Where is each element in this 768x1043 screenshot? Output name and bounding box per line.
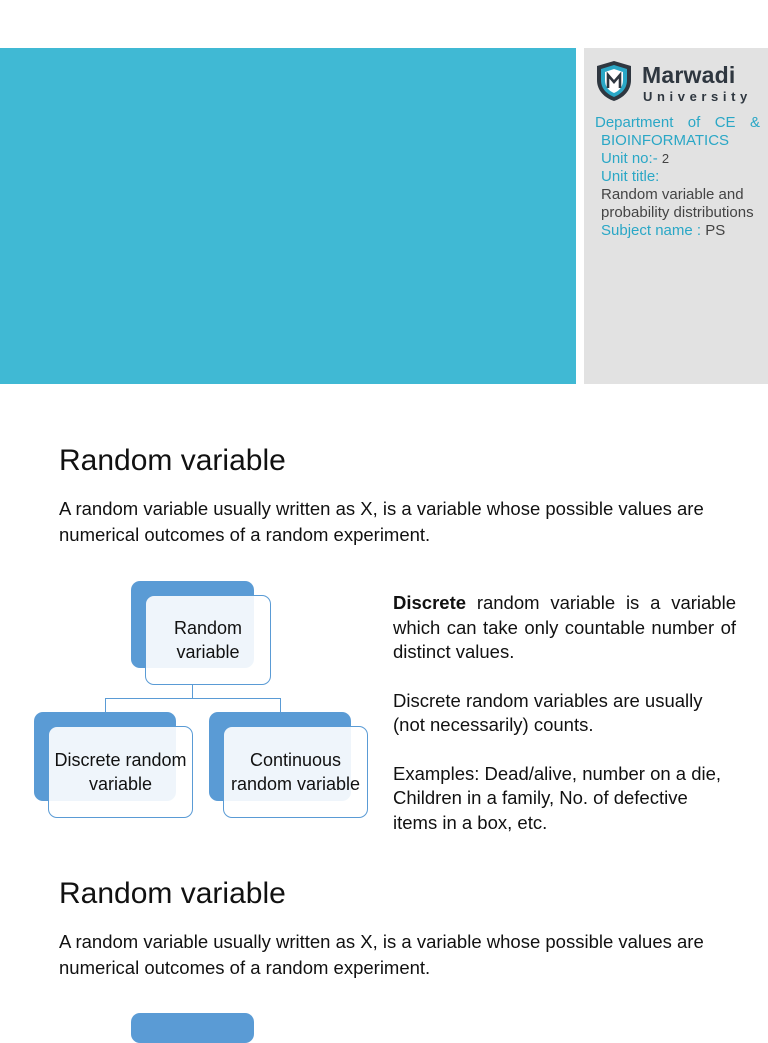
unit-title-value: Random variable and probability distributions — [601, 186, 754, 221]
section-title: Random variable — [59, 444, 286, 477]
continuous-node: Continuous random variable — [223, 726, 368, 818]
discrete-term: Discrete — [393, 592, 467, 613]
root-node-back — [131, 1013, 254, 1043]
subject-name — [595, 222, 760, 240]
department-name: BIOINFORMATICS — [601, 132, 730, 149]
shield-icon — [595, 60, 633, 102]
connector-line — [105, 698, 281, 699]
section-paragraph: A random variable usually written as X, is a variable whose possible values are numerical outcomes of a random experiment. — [59, 931, 704, 978]
subject-label: Subject name : — [601, 222, 702, 239]
department-label: Department of CE & — [595, 114, 760, 131]
teal-panel — [0, 48, 576, 384]
info-sidebar — [584, 48, 768, 384]
course-meta — [595, 114, 760, 240]
connector-line — [192, 685, 193, 698]
examples-text: Examples: Dead/alive, number on a die, Children in a family, No. of defective items in a box, etc. — [393, 762, 722, 833]
logo-subtitle: University — [643, 89, 752, 104]
description-block — [393, 591, 736, 859]
unit-no-label: Unit no:- — [601, 150, 658, 167]
university-logo — [595, 60, 765, 104]
root-node: Random variable — [145, 595, 271, 685]
subject-value: PS — [705, 222, 726, 239]
unit-title-label: Unit title: — [601, 168, 660, 185]
section-paragraph: A random variable usually written as X, is a variable whose possible values are numerical outcomes of a random experiment. — [59, 498, 704, 545]
unit-no — [595, 150, 760, 168]
connector-line — [280, 698, 281, 712]
discrete-text: random variable is a variable which can take only countable number of distinct values. — [393, 592, 736, 662]
counts-text: Discrete random variables are usually (not necessarily) counts. — [393, 689, 703, 735]
logo-name: Marwadi — [642, 62, 736, 88]
section-title: Random variable — [59, 877, 286, 910]
discrete-definition — [393, 591, 736, 665]
unit-no-value: 2 — [661, 151, 670, 166]
discrete-node: Discrete random variable — [48, 726, 193, 818]
title-slide — [0, 48, 768, 384]
connector-line — [105, 698, 106, 712]
random-variable-diagram — [0, 570, 380, 830]
